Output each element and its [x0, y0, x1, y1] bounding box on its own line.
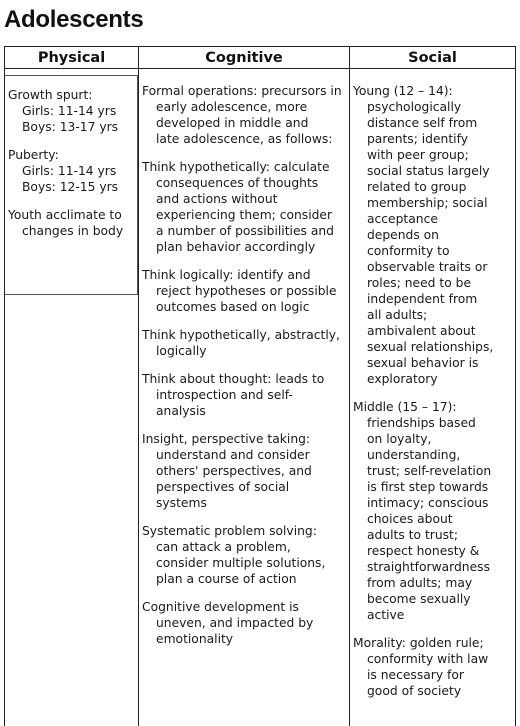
social-line: acceptance [367, 212, 438, 226]
cognitive-line: Think about thought: leads to [142, 372, 325, 386]
social-line: roles; need to be [367, 276, 472, 290]
puberty-boys: Boys: 12-15 yrs [22, 180, 119, 194]
header-physical: Physical [5, 47, 138, 69]
social-line: Middle (15 – 17): [353, 400, 457, 414]
social-block [353, 635, 515, 699]
cognitive-line: consider multiple solutions, [156, 556, 326, 570]
social-line: active [367, 608, 405, 622]
social-line: trust; self-revelation [367, 464, 492, 478]
youth-line-1: Youth acclimate to [8, 208, 122, 222]
cognitive-line: late adolescence, as follows: [156, 132, 333, 146]
development-table [4, 46, 516, 726]
cognitive-block [142, 327, 348, 359]
cognitive-line: logically [156, 344, 207, 358]
header-cognitive: Cognitive [138, 47, 350, 69]
cognitive-line: a number of possibilities and [156, 224, 334, 238]
social-line: Morality: golden rule; [353, 636, 484, 650]
growth-boys: Boys: 13-17 yrs [22, 120, 119, 134]
cognitive-line: uneven, and impacted by [156, 616, 314, 630]
social-line: become sexually [367, 592, 471, 606]
puberty-girls: Girls: 11-14 yrs [22, 164, 117, 178]
cognitive-block [142, 431, 348, 511]
cognitive-line: Systematic problem solving: [142, 524, 317, 538]
social-line: straightforwardness [367, 560, 490, 574]
social-line: intimacy; conscious [367, 496, 489, 510]
cognitive-line: developed in middle and [156, 116, 309, 130]
social-line: with peer group; [367, 148, 469, 162]
cognitive-line: Cognitive development is [142, 600, 299, 614]
social-line: Young (12 – 14): [353, 84, 453, 98]
cognitive-line: early adolescence, more [156, 100, 308, 114]
cognitive-line: systems [156, 496, 207, 510]
cognitive-line: perspectives of social [156, 480, 290, 494]
youth-line-2: changes in body [22, 224, 124, 238]
social-line: conformity with law [367, 652, 489, 666]
social-block [353, 83, 515, 387]
social-line: friendships based [367, 416, 476, 430]
cognitive-line: understand and consider [156, 448, 310, 462]
social-line: membership; social [367, 196, 488, 210]
cognitive-block [142, 159, 348, 255]
cognitive-line: analysis [156, 404, 206, 418]
social-line: respect honesty & [367, 544, 480, 558]
social-line: distance self from [367, 116, 478, 130]
social-line: is necessary for [367, 668, 464, 682]
social-block [353, 399, 515, 623]
social-line: parents; identify [367, 132, 468, 146]
page-title: Adolescents [4, 6, 144, 33]
cognitive-line: and actions without [156, 192, 278, 206]
social-line: good of society [367, 684, 462, 698]
puberty-label: Puberty: [8, 148, 59, 162]
cognitive-line: Think logically: identify and [142, 268, 311, 282]
social-line: exploratory [367, 372, 438, 386]
cognitive-line: Think hypothetically, abstractly, [142, 328, 340, 342]
cognitive-block [142, 83, 348, 147]
social-line: observable traits or [367, 260, 488, 274]
header-social: Social [350, 47, 515, 69]
social-line: social status largely [367, 164, 490, 178]
cognitive-line: Insight, perspective taking: [142, 432, 311, 446]
social-line: all adults; [367, 308, 428, 322]
cognitive-line: plan a course of action [156, 572, 297, 586]
cognitive-line: Formal operations: precursors in [142, 84, 342, 98]
cognitive-line: plan behavior accordingly [156, 240, 316, 254]
social-line: ambivalent about [367, 324, 476, 338]
social-line: choices about [367, 512, 453, 526]
column-divider [138, 47, 139, 726]
cognitive-line: others' perspectives, and [156, 464, 312, 478]
social-line: is first step towards [367, 480, 489, 494]
cognitive-block [142, 599, 348, 647]
social-line: sexual relationships, [367, 340, 494, 354]
cognitive-block [142, 371, 348, 419]
growth-spurt-label: Growth spurt: [8, 88, 93, 102]
cognitive-line: emotionality [156, 632, 234, 646]
social-column [353, 83, 515, 711]
cognitive-line: outcomes based on logic [156, 300, 310, 314]
cognitive-column [142, 83, 348, 659]
social-line: sexual behavior is [367, 356, 479, 370]
column-divider [349, 47, 350, 726]
cognitive-line: reject hypotheses or possible [156, 284, 337, 298]
social-line: conformity to [367, 244, 450, 258]
physical-column [8, 87, 136, 239]
cognitive-line: introspection and self- [156, 388, 293, 402]
social-line: related to group [367, 180, 467, 194]
social-line: on loyalty, [367, 432, 432, 446]
social-line: understanding, [367, 448, 461, 462]
social-line: independent from [367, 292, 478, 306]
social-line: depends on [367, 228, 439, 242]
cognitive-block [142, 267, 348, 315]
cognitive-line: can attack a problem, [156, 540, 291, 554]
social-line: psychologically [367, 100, 462, 114]
social-line: from adults; may [367, 576, 473, 590]
growth-girls: Girls: 11-14 yrs [22, 104, 117, 118]
cognitive-line: consequences of thoughts [156, 176, 319, 190]
social-line: adults to trust; [367, 528, 458, 542]
cognitive-line: Think hypothetically: calculate [142, 160, 330, 174]
cognitive-block [142, 523, 348, 587]
cognitive-line: experiencing them; consider [156, 208, 333, 222]
